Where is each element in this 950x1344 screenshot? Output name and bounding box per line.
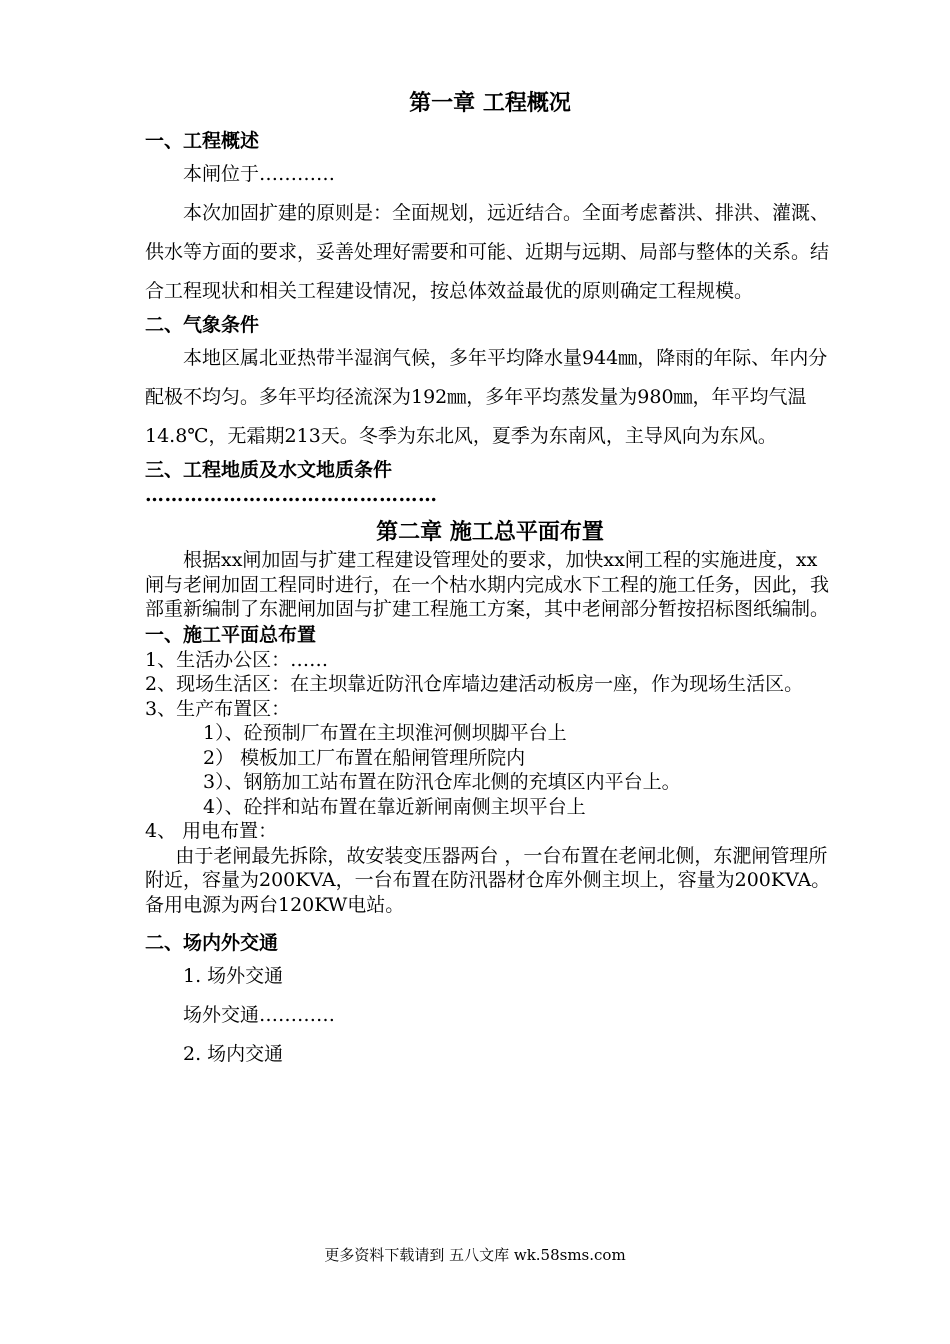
page-footer: 更多资料下载请到 五八文库 wk.58sms.com	[324, 1246, 626, 1264]
list-item-living: 2、现场生活区：在主坝靠近防汛仓库墙边建活动板房一座，作为现场生活区。	[145, 673, 804, 695]
paragraph-climate: 本地区属北亚热带半湿润气候，多年平均降水量944㎜，降雨的年际、年内分配极不均匀。多年平均径流深为192㎜，多年平均蒸发量为980㎜，年平均气温14.8℃，无霜期213天。冬季为东北风，夏季为东南风，主导风向为东风。	[145, 347, 828, 447]
chapter1-section1-title: 一、工程概述	[145, 130, 260, 152]
list-item-office: 1、生活办公区：……	[145, 648, 329, 671]
chapter2-body	[145, 548, 835, 917]
sub-item-formwork: 2） 模板加工厂布置在船闸管理所院内	[203, 746, 526, 769]
paragraph-location: 本闸位于…………	[183, 163, 336, 185]
chapter1-section1-body	[145, 155, 835, 311]
chapter1-title: 第一章 工程概况	[409, 91, 571, 116]
paragraph-chapter2-intro: 根据xx闸加固与扩建工程建设管理处的要求，加快xx闸工程的实施进度，xx闸与老闸加固工程同时进行，在一个枯水期内完成水下工程的施工任务，因此，我部重新编制了东淝闸加固与扩建工程施工方案，其中老闸部分暂按招标图纸编制。	[145, 549, 830, 620]
document-content	[145, 88, 835, 1074]
sub-item-mixing: 4）、砼拌和站布置在靠近新闸南侧主坝平台上	[203, 795, 586, 818]
traffic-external-text: 场外交通…………	[183, 1004, 336, 1026]
chapter1-section2-body	[145, 339, 835, 456]
section3-ellipsis: ………………………………………	[145, 484, 438, 506]
sub-item-precast: 1）、砼预制厂布置在主坝淮河侧坝脚平台上	[203, 722, 567, 744]
paragraph-power: 由于老闸最先拆除，故安装变压器两台 ，一台布置在老闸北侧，东淝闸管理所附近，容量为200KVA，一台布置在防汛器材仓库外侧主坝上，容量为200KVA。备用电源为两台120KW电站。	[145, 844, 831, 916]
list-item-production: 3、生产布置区：	[145, 697, 291, 720]
sub-item-rebar: 3）、钢筋加工站布置在防汛仓库北侧的充填区内平台上。	[203, 771, 681, 793]
chapter1-section3-title: 三、工程地质及水文地质条件	[145, 459, 393, 481]
chapter2-section2-title: 二、场内外交通	[145, 932, 279, 954]
chapter1-section2-title: 二、气象条件	[145, 314, 260, 336]
chapter2-section2-body	[145, 957, 835, 1074]
list-item-power: 4、 用电布置：	[145, 820, 278, 842]
chapter2-section1-title: 一、施工平面总布置	[145, 623, 317, 646]
chapter2-title: 第二章 施工总平面布置	[376, 520, 604, 545]
traffic-external-heading: 1. 场外交通	[183, 965, 284, 987]
paragraph-principle: 本次加固扩建的原则是：全面规划，远近结合。全面考虑蓄洪、排洪、灌溉、供水等方面的要求，妥善处理好需要和可能、近期与远期、局部与整体的关系。结合工程现状和相关工程建设情况，按总体效益最优的原则确定工程规模。	[145, 202, 830, 302]
traffic-internal-heading: 2. 场内交通	[183, 1043, 284, 1065]
